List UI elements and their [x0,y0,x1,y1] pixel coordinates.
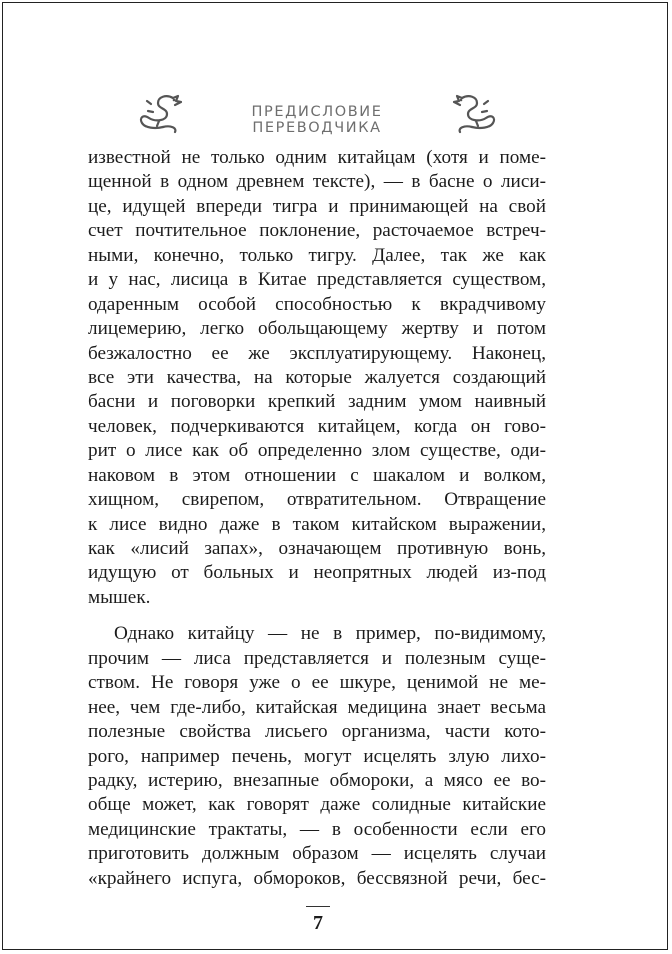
text-line: хищном, свирепом, отвратительном. Отвращение [88,489,546,511]
body-text [88,146,546,891]
text-line: Однако китайцу — не в пример, по-видимому, [114,623,546,645]
text-line: одаренным особой способностью к вкрадчивому [88,293,546,315]
text-line: как «лисий запах», означающем противную вонь, [88,538,546,559]
text-line: радку, истерию, внезапные обмороки, а мясо ее во- [88,769,546,791]
text-line: прочим — лиса представляется и полезным суще- [88,647,546,669]
text-line: щенной в одном древнем тексте), — в басне о лиси- [88,171,546,193]
text-line: безжалостно ее же эксплуатирующему. Наконец, [88,342,546,364]
running-header-title: ПРЕДИСЛОВИЕ ПЕРЕВОДЧИКА [251,104,383,136]
text-line: известной не только одним китайцам (хотя и поме- [88,147,546,168]
text-line: человек, подчеркиваются китайцем, когда он гово- [88,415,546,437]
text-line: нее, чем где-либо, китайская медицина знает весьма [88,696,546,718]
text-line: приготовить должным образом — исцелять случаи [88,843,546,865]
text-line: все эти качества, на которые жалуется создающий [88,366,546,388]
text-line: рит о лисе как об определенно злом существе, оди- [88,440,546,462]
running-header [0,92,672,142]
paragraph [88,622,546,891]
text-line: ными, конечно, только тигру. Далее, так же как [88,244,546,266]
text-line: мышек. [88,586,151,608]
text-line: ством. Не говоря уже о ее шкуре, ценимой не ме- [88,672,546,694]
text-line: полезные свойства лисьего организма, части кото- [88,721,546,743]
text-line: идущую от больных и неопрятных людей из-под [88,562,546,584]
text-line: рого, например печень, могут исцелять злую лихо- [88,745,546,767]
text-line: це, идущей впереди тигра и принимающей на свой [88,195,546,217]
text-line: счет почтительное поклонение, расточаемое встреч- [88,220,546,242]
text-line: к лисе видно даже в таком китайском выражении, [88,513,546,535]
page-number: 7 [313,912,323,934]
dragon-ornament-icon [450,92,502,134]
paragraph-gap [88,610,546,622]
text-line: наковом в этом отношении с шакалом и волком, [88,464,546,486]
dragon-ornament-icon [133,92,185,134]
paragraph [88,146,546,610]
text-line: «крайнего испуга, обмороков, бессвязной речи, бес- [88,867,546,889]
text-line: лицемерию, легко обольщающему жертву и потом [88,318,546,340]
text-line: басни и поговорки крепкий задним умом наивный [88,391,546,413]
text-line: обще может, как говорят даже солидные китайские [88,794,546,816]
text-line: медицинские трактаты, — в особенности если его [88,818,546,840]
footer-rule [306,906,330,907]
text-line: и у нас, лисица в Китае представляется существом, [88,269,546,291]
